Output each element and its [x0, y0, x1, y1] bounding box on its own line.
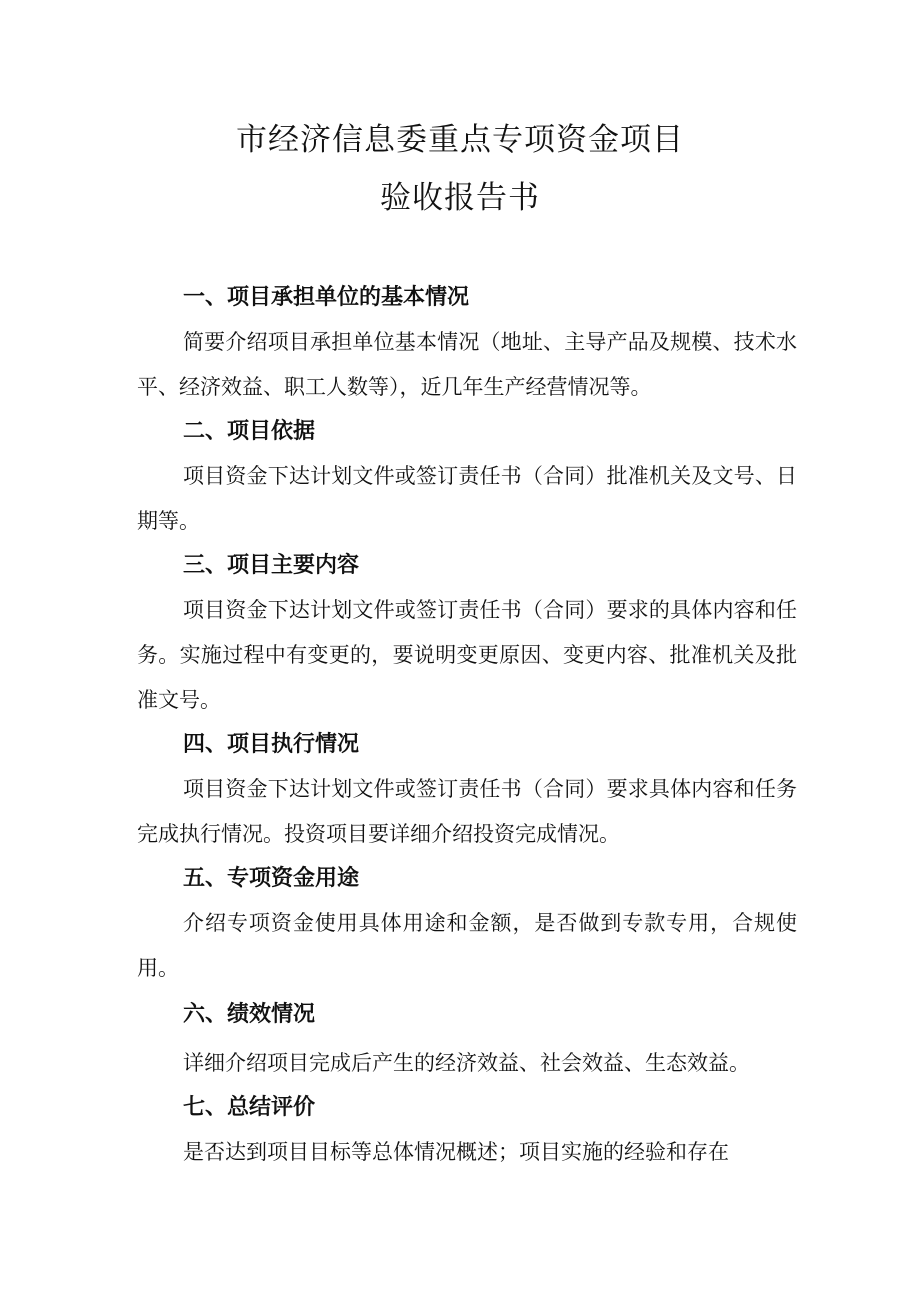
section-paragraph: 项目资金下达计划文件或签订责任书（合同）批准机关及文号、日期等。 [137, 464, 797, 533]
section-execution [137, 723, 797, 857]
section-heading: 二、项目依据 [183, 419, 316, 444]
section-paragraph: 项目资金下达计划文件或签订责任书（合同）要求具体内容和任务完成执行情况。投资项目要详细介绍投资完成情况。 [137, 777, 797, 846]
document-body [137, 276, 797, 1175]
section-heading: 三、项目主要内容 [183, 553, 360, 578]
section-paragraph: 介绍专项资金使用具体用途和金额，是否做到专款专用，合规使用。 [137, 911, 797, 980]
section-heading: 七、总结评价 [183, 1095, 316, 1120]
section-performance [137, 993, 797, 1086]
section-paragraph: 是否达到项目目标等总体情况概述；项目实施的经验和存在 [183, 1140, 729, 1164]
section-paragraph: 项目资金下达计划文件或签订责任书（合同）要求的具体内容和任务。实施过程中有变更的，要说明变更原因、变更内容、批准机关及批准文号。 [137, 598, 797, 712]
section-fund-usage [137, 857, 797, 991]
section-basic-info [137, 276, 797, 410]
section-heading: 五、专项资金用途 [183, 866, 360, 891]
section-paragraph: 详细介绍项目完成后产生的经济效益、社会效益、生态效益。 [183, 1051, 750, 1075]
section-heading: 四、项目执行情况 [183, 732, 360, 757]
section-heading: 六、绩效情况 [183, 1002, 316, 1027]
section-summary [137, 1086, 797, 1175]
section-heading: 一、项目承担单位的基本情况 [183, 285, 470, 310]
document-title-line-2: 验收报告书 [380, 180, 540, 216]
section-basis [137, 410, 797, 544]
document-title-line-1: 市经济信息委重点专项资金项目 [236, 122, 684, 158]
section-paragraph: 简要介绍项目承担单位基本情况（地址、主导产品及规模、技术水平、经济效益、职工人数等），近几年生产经营情况等。 [137, 330, 797, 399]
section-main-content [137, 544, 797, 723]
